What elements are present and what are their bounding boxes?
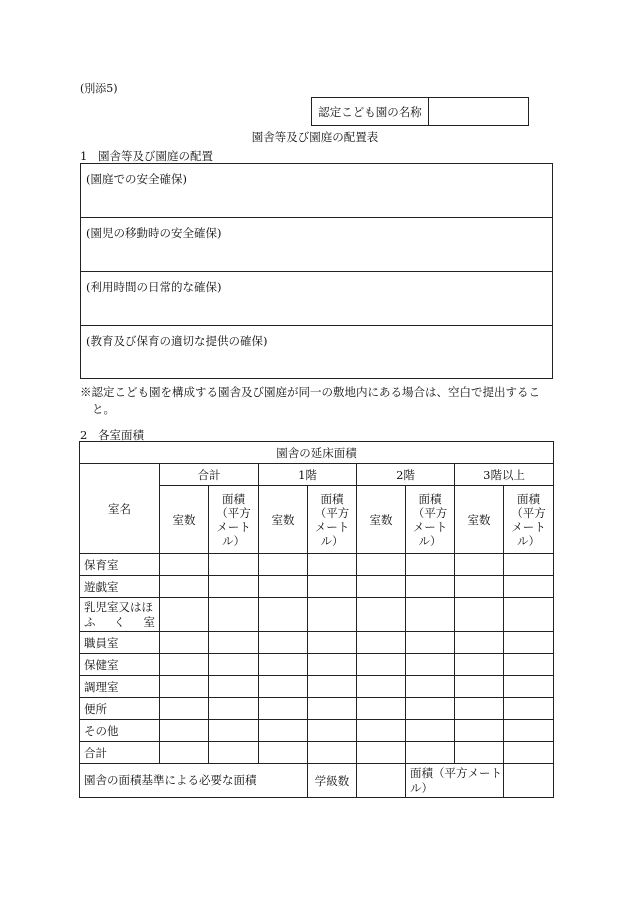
input-cell[interactable] bbox=[160, 598, 209, 632]
input-cell[interactable] bbox=[357, 598, 406, 632]
input-cell[interactable] bbox=[406, 598, 455, 632]
input-cell[interactable] bbox=[357, 576, 406, 598]
input-cell[interactable] bbox=[308, 654, 357, 676]
table-row bbox=[80, 598, 554, 632]
room-name: 調理室 bbox=[80, 676, 160, 698]
required-area-label: 園舎の面積基準による必要な面積 bbox=[80, 764, 308, 798]
input-cell[interactable] bbox=[455, 698, 504, 720]
input-cell[interactable] bbox=[209, 576, 259, 598]
table-row bbox=[80, 720, 554, 742]
input-cell[interactable] bbox=[259, 554, 308, 576]
input-cell[interactable] bbox=[160, 698, 209, 720]
input-cell[interactable] bbox=[357, 632, 406, 654]
input-cell[interactable] bbox=[259, 598, 308, 632]
input-cell[interactable] bbox=[455, 598, 504, 632]
note-line-2: と。 bbox=[92, 402, 115, 416]
input-cell[interactable] bbox=[308, 742, 357, 764]
table-row bbox=[80, 576, 554, 598]
class-count-input[interactable] bbox=[357, 764, 406, 798]
input-cell[interactable] bbox=[160, 720, 209, 742]
table-row bbox=[80, 654, 554, 676]
layout-row-usage-time[interactable] bbox=[81, 272, 552, 326]
count-header: 室数 bbox=[259, 486, 308, 554]
layout-table bbox=[80, 163, 553, 379]
input-cell[interactable] bbox=[209, 654, 259, 676]
area-header: 面積（平方メートル） bbox=[406, 486, 455, 554]
layout-row-yard-safety[interactable] bbox=[81, 164, 552, 218]
required-area-input[interactable] bbox=[504, 764, 554, 798]
input-cell[interactable] bbox=[504, 742, 554, 764]
input-cell[interactable] bbox=[209, 676, 259, 698]
floor-area-header: 園舎の延床面積 bbox=[80, 442, 554, 464]
section1-heading bbox=[80, 148, 213, 164]
input-cell[interactable] bbox=[357, 654, 406, 676]
input-cell[interactable] bbox=[259, 720, 308, 742]
input-cell[interactable] bbox=[308, 698, 357, 720]
input-cell[interactable] bbox=[160, 632, 209, 654]
input-cell[interactable] bbox=[308, 632, 357, 654]
table-row bbox=[80, 698, 554, 720]
input-cell[interactable] bbox=[406, 554, 455, 576]
input-cell[interactable] bbox=[308, 598, 357, 632]
input-cell[interactable] bbox=[209, 554, 259, 576]
input-cell[interactable] bbox=[504, 554, 554, 576]
group-header-floor3plus: 3階以上 bbox=[455, 464, 554, 486]
input-cell[interactable] bbox=[160, 554, 209, 576]
table-footer-row bbox=[80, 764, 554, 798]
input-cell[interactable] bbox=[308, 554, 357, 576]
input-cell[interactable] bbox=[504, 632, 554, 654]
facility-name-field[interactable] bbox=[429, 98, 528, 125]
input-cell[interactable] bbox=[406, 742, 455, 764]
input-cell[interactable] bbox=[259, 742, 308, 764]
input-cell[interactable] bbox=[455, 742, 504, 764]
input-cell[interactable] bbox=[259, 654, 308, 676]
input-cell[interactable] bbox=[455, 632, 504, 654]
table-row bbox=[80, 632, 554, 654]
input-cell[interactable] bbox=[160, 742, 209, 764]
input-cell[interactable] bbox=[357, 698, 406, 720]
input-cell[interactable] bbox=[209, 632, 259, 654]
input-cell[interactable] bbox=[504, 576, 554, 598]
input-cell[interactable] bbox=[357, 676, 406, 698]
input-cell[interactable] bbox=[259, 676, 308, 698]
section2-number: 2 bbox=[80, 428, 88, 442]
input-cell[interactable] bbox=[455, 576, 504, 598]
note bbox=[80, 384, 558, 418]
input-cell[interactable] bbox=[504, 654, 554, 676]
room-name: 職員室 bbox=[80, 632, 160, 654]
facility-name-box bbox=[311, 97, 529, 126]
section1-number: 1 bbox=[80, 149, 88, 163]
room-area-table bbox=[79, 441, 554, 798]
input-cell[interactable] bbox=[357, 742, 406, 764]
input-cell[interactable] bbox=[504, 720, 554, 742]
group-header-floor2: 2階 bbox=[357, 464, 455, 486]
count-header: 室数 bbox=[357, 486, 406, 554]
area-header: 面積（平方メートル） bbox=[308, 486, 357, 554]
room-name: 便所 bbox=[80, 698, 160, 720]
layout-row-label: (教育及び保育の適切な提供の確保) bbox=[86, 334, 268, 348]
input-cell[interactable] bbox=[455, 554, 504, 576]
table-row bbox=[80, 676, 554, 698]
input-cell[interactable] bbox=[209, 720, 259, 742]
input-cell[interactable] bbox=[160, 654, 209, 676]
area-header: 面積（平方メートル） bbox=[209, 486, 259, 554]
input-cell[interactable] bbox=[455, 676, 504, 698]
facility-name-label: 認定こども園の名称 bbox=[312, 98, 429, 125]
area-header: 面積（平方メートル） bbox=[504, 486, 554, 554]
note-line-1: ※認定こども園を構成する園舎及び園庭が同一の敷地内にある場合は、空白で提出するこ bbox=[80, 385, 540, 399]
table-row bbox=[80, 554, 554, 576]
room-name: 乳児室又はほふく室 bbox=[80, 598, 160, 632]
count-header: 室数 bbox=[160, 486, 209, 554]
required-area-input-label: 面積（平方メートル） bbox=[406, 764, 504, 798]
class-count-label: 学級数 bbox=[308, 764, 357, 798]
layout-row-movement-safety[interactable] bbox=[81, 218, 552, 272]
room-name: 合計 bbox=[80, 742, 160, 764]
input-cell[interactable] bbox=[406, 698, 455, 720]
document-title: 園舎等及び園庭の配置表 bbox=[251, 130, 379, 144]
input-cell[interactable] bbox=[406, 720, 455, 742]
layout-row-education-care[interactable] bbox=[81, 326, 552, 380]
section1-title: 園舎等及び園庭の配置 bbox=[98, 149, 213, 163]
table-row bbox=[80, 742, 554, 764]
room-name: その他 bbox=[80, 720, 160, 742]
input-cell[interactable] bbox=[357, 720, 406, 742]
room-name: 保育室 bbox=[80, 554, 160, 576]
input-cell[interactable] bbox=[455, 720, 504, 742]
input-cell[interactable] bbox=[209, 742, 259, 764]
layout-row-label: (園児の移動時の安全確保) bbox=[86, 226, 222, 240]
input-cell[interactable] bbox=[504, 598, 554, 632]
input-cell[interactable] bbox=[259, 576, 308, 598]
input-cell[interactable] bbox=[209, 598, 259, 632]
input-cell[interactable] bbox=[209, 698, 259, 720]
input-cell[interactable] bbox=[308, 676, 357, 698]
group-header-total: 合計 bbox=[160, 464, 259, 486]
input-cell[interactable] bbox=[357, 554, 406, 576]
room-name-header: 室名 bbox=[80, 464, 160, 554]
input-cell[interactable] bbox=[455, 654, 504, 676]
input-cell[interactable] bbox=[406, 576, 455, 598]
input-cell[interactable] bbox=[504, 676, 554, 698]
input-cell[interactable] bbox=[308, 576, 357, 598]
group-header-floor1: 1階 bbox=[259, 464, 357, 486]
input-cell[interactable] bbox=[406, 676, 455, 698]
input-cell[interactable] bbox=[504, 698, 554, 720]
input-cell[interactable] bbox=[308, 720, 357, 742]
input-cell[interactable] bbox=[406, 654, 455, 676]
input-cell[interactable] bbox=[259, 698, 308, 720]
layout-row-label: (園庭での安全確保) bbox=[86, 172, 187, 186]
count-header: 室数 bbox=[455, 486, 504, 554]
input-cell[interactable] bbox=[259, 632, 308, 654]
attachment-label: (別添5) bbox=[80, 82, 118, 95]
room-name: 保健室 bbox=[80, 654, 160, 676]
input-cell[interactable] bbox=[160, 576, 209, 598]
input-cell[interactable] bbox=[160, 676, 209, 698]
input-cell[interactable] bbox=[406, 632, 455, 654]
section2-title: 各室面積 bbox=[98, 428, 144, 442]
layout-row-label: (利用時間の日常的な確保) bbox=[86, 280, 222, 294]
room-name: 遊戯室 bbox=[80, 576, 160, 598]
